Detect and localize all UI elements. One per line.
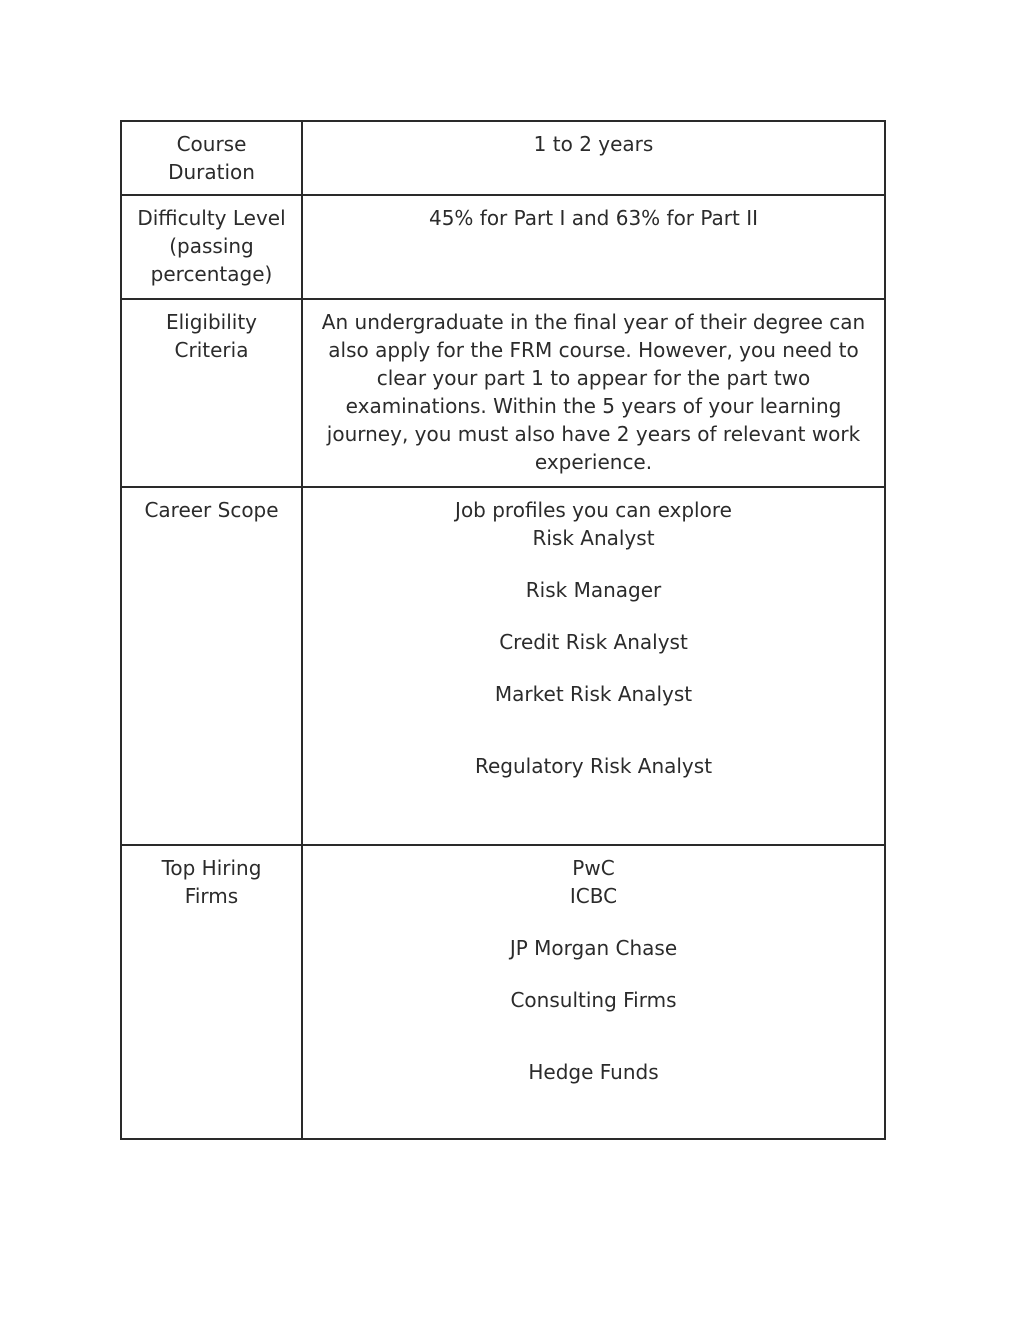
list-item: JP Morgan Chase [509, 936, 678, 960]
list-item: Credit Risk Analyst [499, 630, 688, 654]
list-item: Hedge Funds [528, 1060, 659, 1084]
row-label [121, 299, 302, 487]
row-label: Career Scope [121, 487, 302, 845]
list-item: Risk Analyst [532, 526, 655, 550]
list-item: Risk Manager [525, 578, 662, 602]
career-scope-intro: Job profiles you can explore [455, 498, 732, 522]
top-hiring-firms-label: Top Hiring Firms [161, 856, 262, 908]
table-row-eligibility-criteria [121, 299, 885, 487]
table-row-difficulty-level [121, 195, 885, 299]
row-value [302, 487, 885, 845]
list-item: PwC [572, 856, 615, 880]
row-value [302, 845, 885, 1139]
course-info-table [120, 120, 886, 1140]
row-label: Difficulty Level (passing percentage) [121, 195, 302, 299]
course-duration-label: Course Duration [168, 132, 255, 184]
table-row-career-scope [121, 487, 885, 845]
row-value: 45% for Part I and 63% for Part II [302, 195, 885, 299]
row-value: 1 to 2 years [302, 121, 885, 195]
list-item: Consulting Firms [510, 988, 677, 1012]
row-label [121, 121, 302, 195]
row-value: An undergraduate in the final year of their degree can also apply for the FRM course. However, you need to clear your part 1 to appear for the part two examinations. Within the 5 years of your learning journey, you must also have 2 years of relevant work experience. [302, 299, 885, 487]
list-item: Regulatory Risk Analyst [474, 754, 713, 778]
list-item: Market Risk Analyst [494, 682, 693, 706]
table-row-top-hiring-firms [121, 845, 885, 1139]
table-row-course-duration [121, 121, 885, 195]
eligibility-criteria-label: Eligibility Criteria [165, 310, 258, 362]
row-label [121, 845, 302, 1139]
list-item: ICBC [569, 884, 618, 908]
